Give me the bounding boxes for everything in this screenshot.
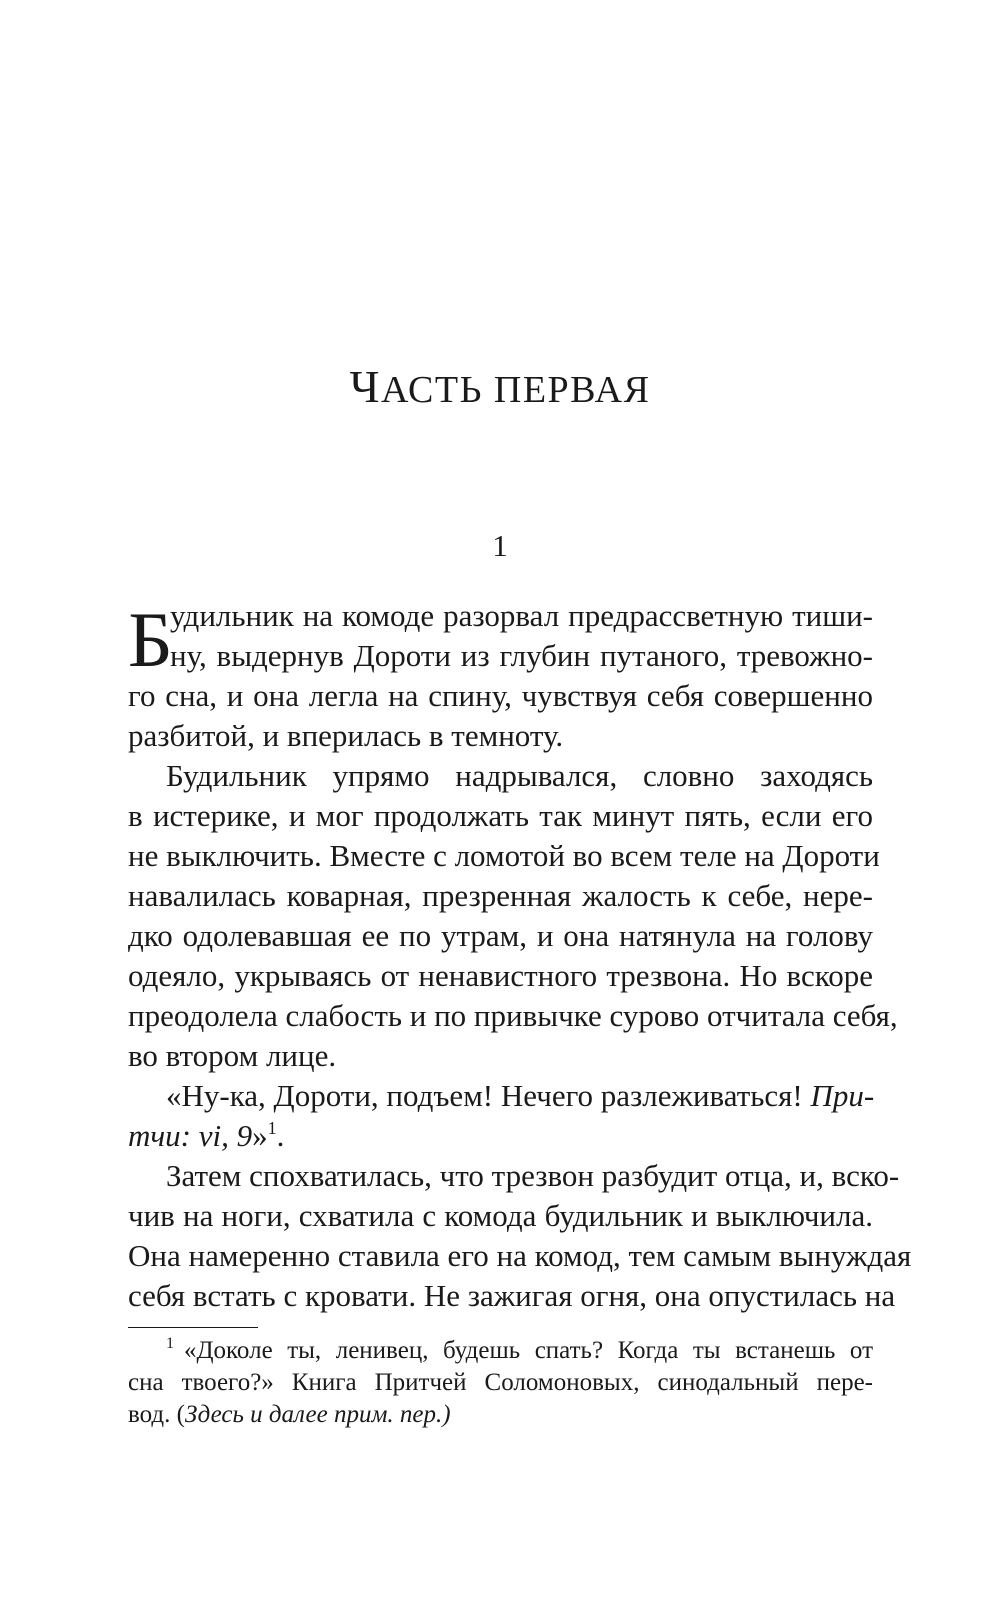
footnote-line: сна твоего?» Книга Притчей Соломоновых, синодальный пере-: [128, 1369, 873, 1396]
footnote-text: вод. (: [128, 1401, 185, 1428]
quote-close: »: [252, 1118, 268, 1153]
text-line: чив на ноги, схватила с комода будильник и выключила.: [128, 1198, 873, 1233]
part-title-initial: Ч: [349, 361, 381, 412]
text-line: разбитой, и вперилась в темноту.: [128, 718, 564, 753]
footnote-separator: [128, 1327, 258, 1328]
text-line: удильник на комоде разорвал предрассветную тиши-: [170, 598, 873, 633]
part-title: [0, 360, 1000, 413]
chapter-body: [128, 596, 912, 1316]
footnote-note: Здесь и далее прим. пер.): [184, 1401, 451, 1428]
text-line: одеяло, укрываясь от ненавистного трезвона. Но вскоре: [128, 958, 873, 993]
text-line: Она намеренно ставила его на комод, тем самым вынуждая: [128, 1238, 912, 1273]
drop-cap: Б: [128, 596, 173, 683]
quote-citation: тчи: vi, 9: [128, 1118, 253, 1153]
text-line: дко одолевавшая ее по утрам, и она натянула на голову: [128, 918, 873, 953]
text-line: не выключить. Вместе с ломотой во всем теле на Дороти: [128, 838, 880, 873]
text-line: в истерике, и мог продолжать так минут пять, если его: [128, 798, 873, 833]
footnote-line: [128, 1335, 873, 1367]
text-line: Будильник упрямо надрывался, словно заходясь: [166, 758, 873, 793]
footnote-mark: 1: [166, 1335, 174, 1352]
text-line: себя встать с кровати. Не зажигая огня, она опустилась на: [128, 1278, 896, 1313]
footnote-line: [128, 1399, 873, 1431]
footnote-reference[interactable]: 1: [267, 1118, 277, 1138]
part-title-rest: АСТЬ ПЕРВАЯ: [380, 369, 651, 411]
text-line: го сна, и она легла на спину, чувствуя себя совершенно: [128, 678, 873, 713]
footnote: [128, 1335, 873, 1431]
quote-citation: При-: [810, 1078, 875, 1113]
text-line: преодолела слабость и по привычке сурово отчитала себя,: [128, 998, 898, 1033]
chapter-number: 1: [492, 528, 508, 563]
quote-text: «Ну-ка, Дороти, подъем! Нечего разлеживаться!: [166, 1078, 811, 1113]
text-line: навалилась коварная, презренная жалость к себе, нере-: [128, 878, 873, 913]
text-line: [128, 1116, 873, 1156]
text-line: [128, 1076, 873, 1116]
text-period: .: [276, 1118, 285, 1153]
text-line: ну, выдернув Дороти из глубин путаного, тревожно-: [170, 638, 873, 673]
footnote-text: «Доколе ты, ленивец, будешь спать? Когда ты встанешь от: [184, 1337, 873, 1364]
text-line: Затем спохватилась, что трезвон разбудит отца, и, вско-: [166, 1158, 900, 1193]
text-line: во втором лице.: [128, 1038, 337, 1073]
